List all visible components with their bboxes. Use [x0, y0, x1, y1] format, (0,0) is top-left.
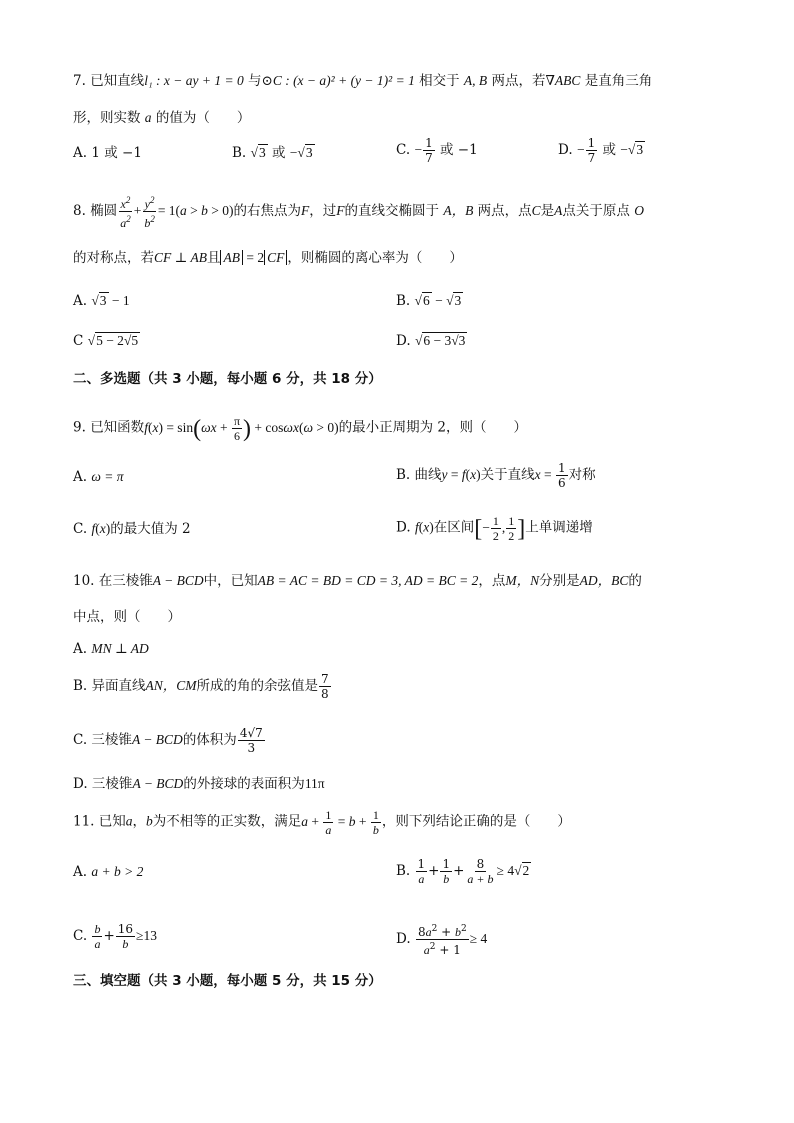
q9-option-c: C. f(x)的最大值为 2	[73, 521, 191, 537]
q11-option-d: D. $\frac{8a^2 + b^2}{a^2 + 1}$ ≥ 4	[396, 924, 488, 957]
q8-option-b: B. √6 − √3	[396, 293, 462, 309]
q9-option-a: A. ω = π	[73, 469, 124, 485]
q7-option-a: A. 1 或 −1	[73, 145, 142, 161]
q7-option-d: D. − $\frac{1}{7}$ 或 −√3	[558, 136, 644, 165]
q7-option-b: B. √3 或 −√3	[232, 145, 313, 161]
q10-option-d: D. 三棱锥A − BCD的外接球的表面积为11π	[73, 776, 325, 792]
q9-option-d: D. f(x)在区间[− $\frac{1}{2}$ , $\frac{1}{2}$ ]上单调递增	[396, 514, 593, 543]
q10-line1: 10. 在三棱锥A − BCD中，已知AB = AC = BD = CD = 3, AD = BC = 2，点M，N分别是AD，BC的	[73, 573, 642, 589]
q9-stem: 9. 已知函数f(x) = sin(ωx + $\frac{\pi}{6}$ ) + cosωx(ω > 0)的最小正周期为 2，则（ ）	[73, 414, 527, 443]
q10-option-c: C. 三棱锥A − BCD的体积为 $\frac{4√7}{3}$	[73, 726, 263, 755]
q11-stem: 11. 已知a，b为不相等的正实数，满足a + $\frac{1}{a}$ = b + $\frac{1}{b}$ ，则下列结论正确的是（ ）	[73, 808, 571, 837]
q7-line2: 形，则实数 a 的值为（ ）	[73, 110, 251, 126]
q8-line2: 的对称点，若CF ⊥ AB且 AB = 2 CF ，则椭圆的离心率为（ ）	[73, 250, 463, 266]
q10-option-b: B. 异面直线AN，CM所成的角的余弦值是 $\frac{7}{8}$	[73, 672, 329, 701]
q11-option-b: B. $\frac{1}{a}$ + $\frac{1}{b}$ + $\frac{8}{a + b}$ ≥ 4√2	[396, 857, 530, 886]
q8-option-a: A. √3 − 1	[73, 293, 130, 309]
q8-option-c: C √5 − 2√5	[73, 333, 139, 349]
q7-option-c: C. − $\frac{1}{7}$ 或 −1	[396, 136, 478, 165]
q11-option-c: C. $\frac{b}{a}$ + $\frac{16}{b}$ ≥13	[73, 922, 157, 951]
q10-option-a: A. MN ⊥ AD	[73, 641, 149, 657]
q10-line2: 中点，则（ ）	[73, 609, 181, 625]
q11-option-a: A. a + b > 2	[73, 864, 144, 880]
q8-option-d: D. √6 − 3√3	[396, 333, 466, 349]
q8-line1: 8. 椭圆 $\frac{x^2}{a^2}$ + $\frac{y^2}{b^2}$ = 1(a > b > 0)的右焦点为F，过F的直线交椭圆于 A，B 两点，点C是A点关于原点 O	[73, 195, 644, 230]
q9-option-b: B. 曲线y = f(x)关于直线x = $\frac{1}{6}$ 对称	[396, 461, 596, 490]
section-heading-multi-choice: 二、多选题（共 3 小题，每小题 6 分，共 18 分）	[73, 371, 382, 387]
q7-line1: 7. 已知直线l₁ : x − ay + 1 = 0 与⊙C : (x − a)² + (y − 1)² = 1 相交于 A, B 两点，若∇ABC 是直角三角	[73, 73, 653, 89]
section-heading-fill-blank: 三、填空题（共 3 小题，每小题 5 分，共 15 分）	[73, 973, 382, 989]
